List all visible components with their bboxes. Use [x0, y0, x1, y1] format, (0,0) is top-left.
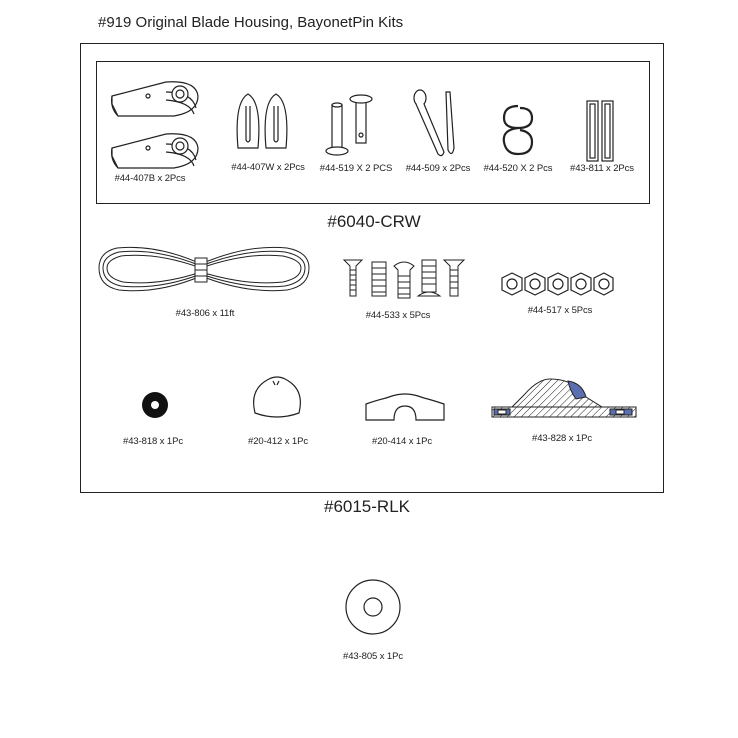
kit-code-6015-rlk: #6015-RLK: [323, 497, 411, 516]
kit-code-6040-crw: #6040-CRW: [327, 212, 421, 231]
rubber-washer-part-art: [140, 390, 170, 420]
part-label-43-811: #43-811 x 2Pcs: [570, 163, 634, 174]
part-label-44-520: #44-520 X 2 Pcs: [483, 163, 553, 174]
page-title: #919 Original Blade Housing, BayonetPin Kits: [98, 14, 404, 31]
part-label-44-407b: #44-407B x 2Pcs: [114, 173, 186, 184]
strip-part-art: [584, 99, 618, 163]
screw-set-part-art: [342, 258, 466, 302]
part-label-43-818: #43-818 x 1Pc: [123, 436, 183, 447]
mounting-bracket-part-art: [490, 377, 638, 419]
cotter-pin-part-art: [408, 88, 458, 162]
cord-coil-part-art: [97, 240, 311, 300]
part-label-44-519: #44-519 X 2 PCS: [319, 163, 393, 174]
saddle-clamp-part-art: [364, 392, 446, 424]
split-ring-part-art: [498, 100, 538, 160]
part-label-43-828: #43-828 x 1Pc: [532, 433, 592, 444]
part-label-44-533: #44-533 x 5Pcs: [365, 310, 431, 321]
clevis-pin-part-art: [322, 95, 382, 159]
part-label-20-414: #20-414 x 1Pc: [372, 436, 432, 447]
blade-insert-part-art: [234, 92, 294, 154]
part-label-44-517: #44-517 x 5Pcs: [527, 305, 593, 316]
part-label-20-412: #20-412 x 1Pc: [248, 436, 308, 447]
blade-housing-part-art: [104, 78, 204, 176]
part-label-44-407w: #44-407W x 2Pcs: [231, 162, 305, 173]
part-label-43-805: #43-805 x 1Pc: [343, 651, 403, 662]
hex-nut-set-part-art: [500, 271, 614, 297]
part-label-44-509: #44-509 x 2Pcs: [405, 163, 471, 174]
flat-washer-part-art: [344, 578, 402, 636]
part-label-43-806: #43-806 x 11ft: [175, 308, 235, 319]
grip-knob-part-art: [249, 375, 305, 423]
